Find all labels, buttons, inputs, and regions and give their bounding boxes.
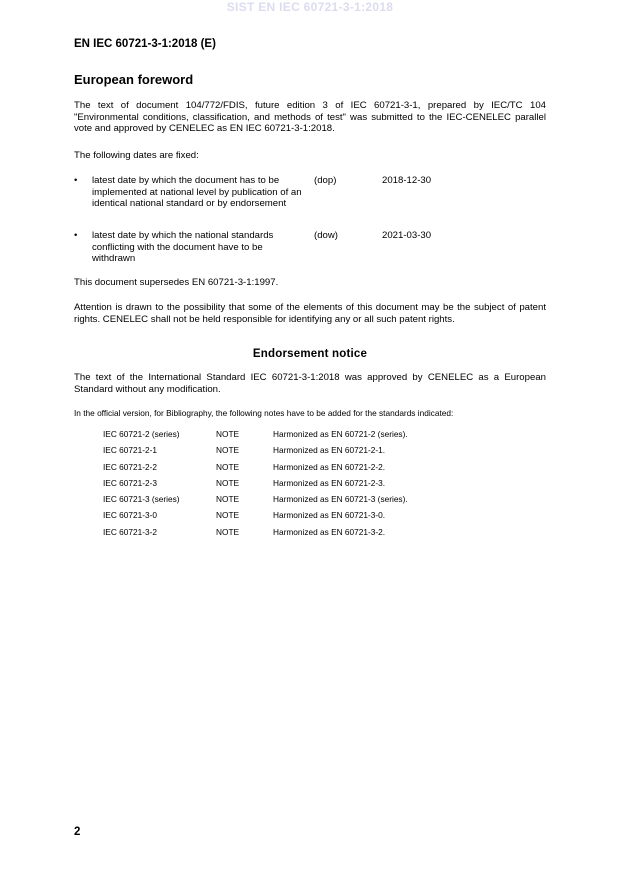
standard-cell: IEC 60721-2-2 — [103, 461, 157, 472]
bullet-icon: • — [74, 175, 78, 186]
harmonized-cell: Harmonized as EN 60721-2-3. — [273, 477, 386, 488]
bibliography-notes-table — [103, 429, 503, 543]
table-row — [103, 478, 503, 494]
note-cell: NOTE — [216, 494, 240, 505]
date-abbreviation: (dow) — [314, 230, 338, 241]
standard-cell: IEC 60721-3-0 — [103, 510, 157, 521]
note-cell: NOTE — [216, 445, 240, 456]
european-foreword-heading: European foreword — [74, 72, 194, 87]
endorsement-paragraph-1: The text of the International Standard IEC 60721-3-1:2018 was approved by CENELEC as a European Standard without any modification. — [74, 372, 546, 395]
foreword-paragraph-patent: Attention is drawn to the possibility that some of the elements of this document may be the subject of patent rights. CENELEC shall not be held responsible for identifying any or all such patent rights. — [74, 302, 546, 325]
foreword-paragraph-1: The text of document 104/772/FDIS, future edition 3 of IEC 60721-3-1, prepared by IEC/TC 104 "Environmental conditions, classification, and methods of test" was submitted to the IEC-CENELEC parallel vote and approved by CENELEC as EN IEC 60721-3-1:2018. — [74, 100, 546, 135]
table-row — [103, 494, 503, 510]
date-abbreviation: (dop) — [314, 175, 337, 186]
note-cell: NOTE — [216, 477, 240, 488]
endorsement-paragraph-2: In the official version, for Bibliography, the following notes have to be added for the standards indicated: — [74, 408, 454, 418]
date-description: latest date by which the national standards conflicting with the document have to be withdrawn — [92, 230, 274, 265]
standard-cell: IEC 60721-3 (series) — [103, 494, 180, 505]
watermark: SIST EN IEC 60721-3-1:2018 — [226, 0, 394, 14]
page-number: 2 — [74, 826, 81, 838]
bullet-icon: • — [74, 230, 78, 241]
note-cell: NOTE — [216, 526, 240, 537]
document-id-header: EN IEC 60721-3-1:2018 (E) — [74, 38, 216, 50]
table-row — [103, 527, 503, 543]
date-value: 2021-03-30 — [382, 230, 432, 241]
standard-cell: IEC 60721-3-2 — [103, 526, 157, 537]
table-row — [103, 445, 503, 461]
date-description: latest date by which the document has to be implemented at national level by publication of an identical national standard or by endorsement — [92, 175, 302, 210]
table-row — [103, 462, 503, 478]
harmonized-cell: Harmonized as EN 60721-3-2. — [273, 526, 386, 537]
harmonized-cell: Harmonized as EN 60721-3-0. — [273, 510, 386, 521]
standard-cell: IEC 60721-2-3 — [103, 477, 157, 488]
standard-cell: IEC 60721-2 (series) — [103, 429, 180, 439]
note-cell: NOTE — [216, 429, 240, 439]
date-value: 2018-12-30 — [382, 175, 432, 186]
table-row — [103, 429, 503, 445]
standard-cell: IEC 60721-2-1 — [103, 445, 157, 456]
foreword-paragraph-supersedes: This document supersedes EN 60721-3-1:1997. — [74, 277, 279, 288]
note-cell: NOTE — [216, 461, 240, 472]
table-row — [103, 510, 503, 526]
note-cell: NOTE — [216, 510, 240, 521]
harmonized-cell: Harmonized as EN 60721-2 (series). — [273, 429, 408, 439]
harmonized-cell: Harmonized as EN 60721-2-2. — [273, 461, 386, 472]
endorsement-notice-heading: Endorsement notice — [252, 348, 368, 360]
harmonized-cell: Harmonized as EN 60721-3 (series). — [273, 494, 408, 505]
foreword-paragraph-2: The following dates are fixed: — [74, 150, 199, 161]
harmonized-cell: Harmonized as EN 60721-2-1. — [273, 445, 386, 456]
